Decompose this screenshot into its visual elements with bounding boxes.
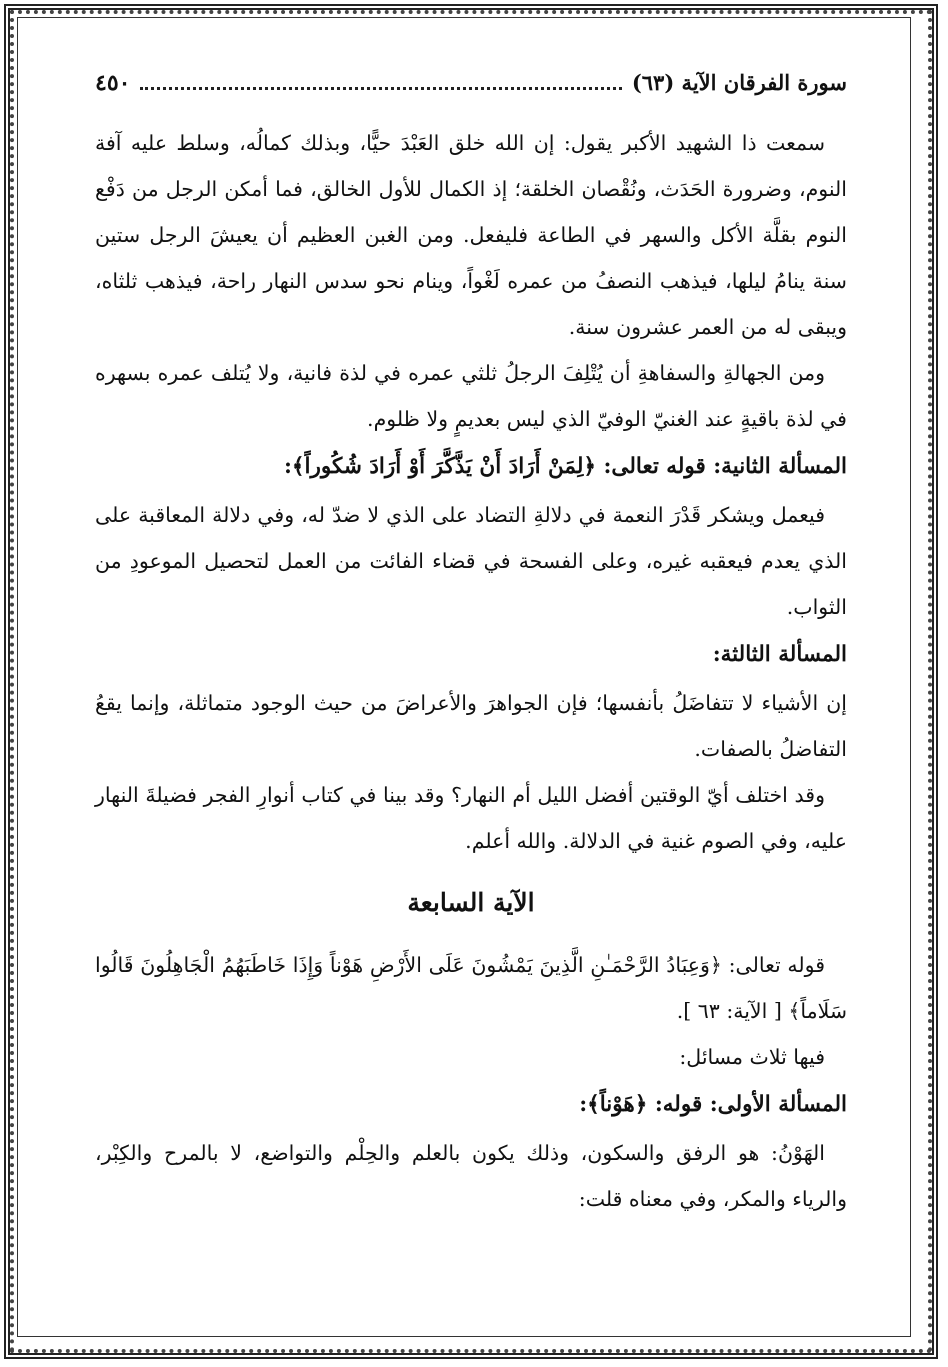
running-header bbox=[95, 70, 847, 110]
verse-paragraph: قوله تعالى: ﴿وَعِبَادُ الرَّحْمَـٰنِ الَّذِينَ يَمْشُونَ عَلَى الأَرْضِ هَوْناً وَإِذَا خَاطَبَهُمُ الْجَاهِلُونَ قَالُوا سَلَاماً﴾ [ الآية: ٦٣ ]. bbox=[95, 953, 847, 1023]
paragraph: ومن الجهالةِ والسفاهةِ أن يُتْلِفَ الرجلُ ثلثي عمره في لذة فانية، ولا يُتلف عمره بسهره في لذة باقيةٍ عند الغنيّ الوفيّ الذي ليس بعديمٍ ولا ظلوم. bbox=[95, 361, 847, 431]
paragraph: فيعمل ويشكر قَدْرَ النعمة في دلالةِ التضاد على الذي لا ضدّ له، وفي دلالة المعاقبة على الذي يعدم فيعقبه غيره، وعلى الفسحة في قضاء الفائت من العمل لتحصيل الموعودِ من الثواب. bbox=[95, 503, 847, 619]
masala-heading-2: المسألة الثانية: قوله تعالى: ﴿لِمَنْ أَرَادَ أَنْ يَذَّكَّرَ أَوْ أَرَادَ شُكُوراً﴾: bbox=[283, 454, 847, 479]
page-body bbox=[95, 70, 847, 1222]
masala-heading-3: المسألة الثالثة: bbox=[712, 642, 847, 667]
paragraph: فيها ثلاث مسائل: bbox=[679, 1045, 825, 1069]
paragraph: وقد اختلف أيّ الوقتين أفضل الليل أم النهار؟ وقد بينا في كتاب أنوارِ الفجر فضيلةَ النهار عليه، وفي الصوم غنية في الدلالة. والله أعلم. bbox=[95, 783, 847, 853]
section-title: الآية السابعة bbox=[407, 888, 535, 917]
header-leader-dots bbox=[140, 73, 621, 90]
paragraph: إن الأشياء لا تتفاضَلُ بأنفسها؛ فإن الجواهرَ والأعراضَ من حيث الوجود متماثلة، وإنما يقعُ التفاضلُ بالصفات. bbox=[95, 691, 847, 761]
quran-quote: ﴿هَوْناً﴾ bbox=[587, 1092, 648, 1117]
quran-verse: ﴿وَعِبَادُ الرَّحْمَـٰنِ الَّذِينَ يَمْشُونَ عَلَى الأَرْضِ هَوْناً وَإِذَا خَاطَبَهُمُ الْجَاهِلُونَ قَالُوا سَلَاماً﴾ bbox=[95, 953, 847, 1023]
masala-heading-1: المسألة الأولى: قوله: ﴿هَوْناً﴾: bbox=[579, 1092, 847, 1117]
paragraph: سمعت ذا الشهيد الأكبر يقول: إن الله خلق العَبْدَ حيًّا، وبذلك كمالُه، وسلط عليه آفة النوم، وضرورة الحَدَث، ونُقْصان الخلقة؛ إذ الكمال للأول الخالق، فما أمكن الرجل من دَفْع النوم بقلَّة الأكل والسهر في الطاعة فليفعل. ومن الغبن العظيم أن يعيشَ الرجل ستين سنة ينامُ ليلها، فيذهب النصفُ من عمره لَغْواً، وينام نحو سدس النهار راحة، فيذهب ثلثاه، ويبقى له من العمر عشرون سنة. bbox=[95, 131, 847, 339]
page-number: ٤٥٠ bbox=[95, 70, 131, 96]
paragraph: الهَوْنُ: هو الرفق والسكون، وذلك يكون بالعلم والحِلْم والتواضع، لا بالمرح والكِبْر، والرياء والمكر، وفي معناه قلت: bbox=[95, 1141, 847, 1211]
quran-quote: ﴿لِمَنْ أَرَادَ أَنْ يَذَّكَّرَ أَوْ أَرَادَ شُكُوراً﴾ bbox=[291, 454, 597, 479]
header-title: سورة الفرقان الآية (٦٣) bbox=[631, 70, 847, 95]
